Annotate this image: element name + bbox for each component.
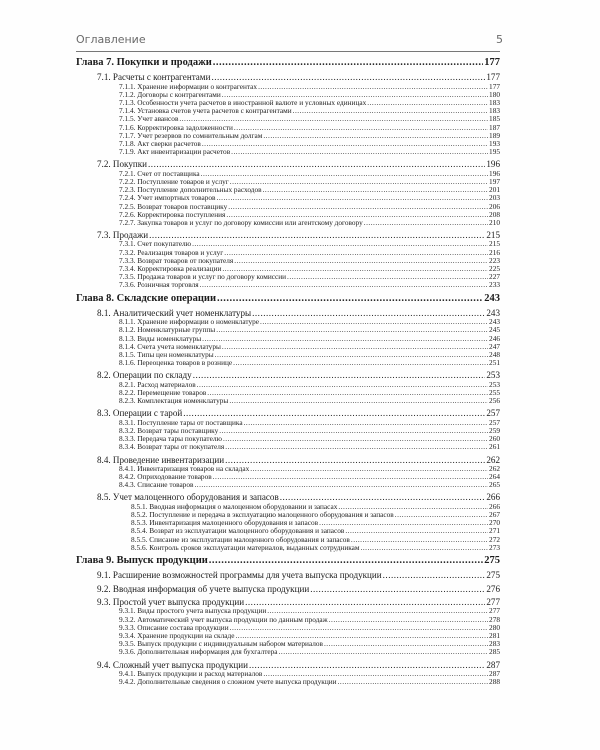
dot-leader [213, 57, 483, 69]
toc-entry-title: 9.3.6. Дополнительная информация для бухгалтера [119, 648, 278, 657]
toc-page-number: 183 [489, 107, 500, 116]
dot-leader [149, 230, 485, 240]
toc-entry-title: 7.2.3. Поступление дополнительных расходов [119, 186, 262, 195]
dot-leader [224, 249, 488, 257]
toc-subsection-entry[interactable] [76, 527, 500, 535]
toc-entry-title: 8.1.2. Номенклатурные группы [119, 326, 216, 335]
dot-leader [252, 308, 485, 318]
toc-entry-title: 8.3.3. Передача тары покупателю [119, 435, 222, 444]
toc-page-number: 227 [489, 273, 500, 282]
toc-page-number: 195 [489, 148, 500, 157]
toc-section-entry[interactable] [76, 72, 500, 82]
toc-entry-title: 7.2.6. Корректировка поступления [119, 210, 226, 219]
toc-page-number: 273 [489, 543, 500, 552]
toc-entry-title: 8.3.2. Возврат тары поставщику [119, 426, 219, 435]
dot-leader [183, 408, 485, 418]
toc-subsection-entry[interactable] [76, 544, 500, 552]
toc-page-number: 266 [489, 502, 500, 511]
toc-subsection-entry[interactable] [76, 343, 500, 351]
toc-entry-title: 7.3.3. Возврат товаров от покупателя [119, 256, 234, 265]
toc-entry-title: 7.3.6. Розничная торговля [119, 281, 199, 290]
toc-page-number: 275 [486, 570, 500, 581]
dot-leader [211, 72, 485, 82]
dot-leader [216, 326, 488, 334]
dot-leader [213, 473, 488, 481]
toc-subsection-entry[interactable] [76, 124, 500, 132]
toc-entry-title: 7.2.4. Учет импортных товаров [119, 194, 216, 203]
toc-entry-title: 8.3.1. Поступление тары от поставщика [119, 418, 243, 427]
toc-page-number: 201 [489, 186, 500, 195]
toc-page-number: 183 [489, 99, 500, 108]
dot-leader [250, 465, 488, 473]
toc-entry-title: 8.3. Операции с тарой [97, 408, 183, 419]
toc-subsection-entry[interactable] [76, 503, 500, 511]
toc-entry-title: 7.2.1. Счет от поставщика [119, 169, 200, 178]
toc-entry-title: 7.3.2. Реализация товаров и услуг [119, 248, 224, 257]
toc-page-number: 177 [484, 57, 500, 68]
toc-entry-title: 7.1.9. Акт инвентаризации расчетов [119, 148, 231, 157]
toc-subsection-entry[interactable] [76, 670, 500, 678]
toc-entry-title: 8.5.4. Возврат из эксплуатации малоценного оборудования и запасов [131, 527, 345, 536]
toc-subsection-entry[interactable] [76, 435, 500, 443]
dot-leader [228, 203, 488, 211]
toc-page-number: 260 [489, 435, 500, 444]
toc-subsection-entry[interactable] [76, 473, 500, 481]
toc-entry-title: 8.1.5. Типы цен номенклатуры [119, 351, 214, 360]
page-number: 5 [496, 33, 503, 46]
running-header-title: Оглавление [76, 33, 146, 46]
toc-page-number: 277 [489, 607, 500, 616]
toc-page-number: 215 [489, 240, 500, 249]
toc-section-entry[interactable] [76, 570, 500, 580]
toc-page-number: 208 [489, 210, 500, 219]
toc-entry-title: 9.3.4. Хранение продукции на складе [119, 632, 235, 640]
toc-entry-title: 9.3.1. Виды простого учета выпуска продукции [119, 607, 267, 616]
toc-section-entry[interactable] [76, 597, 500, 607]
dot-leader [279, 648, 489, 656]
toc-page-number: 196 [486, 159, 500, 170]
toc-entry-title: 8.5.5. Списание из эксплуатации малоценного оборудования и запасов [131, 535, 350, 544]
toc-entry-title: 9.4.1. Выпуск продукции и расход материалов [119, 669, 263, 678]
toc-page-number: 193 [489, 140, 500, 148]
dot-leader [222, 91, 488, 99]
dot-leader [229, 397, 488, 405]
toc-section-entry[interactable] [76, 370, 500, 380]
dot-leader [230, 178, 488, 186]
dot-leader [263, 132, 488, 140]
toc-entry-title: 7.3.1. Счет покупателю [119, 240, 192, 249]
toc-subsection-entry[interactable] [76, 397, 500, 405]
toc-entry-title: 7.3. Продажи [97, 230, 149, 241]
toc-section-entry[interactable] [76, 159, 500, 169]
dot-leader [367, 99, 488, 107]
toc-entry-title: 7.1.5. Учет авансов [119, 115, 179, 124]
toc-subsection-entry[interactable] [76, 624, 500, 632]
toc-page-number: 287 [489, 669, 500, 678]
dot-leader [194, 481, 488, 489]
dot-leader [202, 140, 488, 148]
toc-section-entry[interactable] [76, 408, 500, 418]
dot-leader [310, 584, 485, 594]
dot-leader [338, 503, 488, 511]
toc-page-number: 203 [489, 194, 500, 203]
toc-subsection-entry[interactable] [76, 607, 500, 615]
dot-leader [338, 678, 489, 686]
dot-leader [324, 640, 488, 648]
dot-leader [263, 186, 488, 194]
toc-entry-title: 8.5.1. Вводная информация о малоценном оборудовании и запасах [131, 502, 338, 511]
dot-leader [364, 219, 488, 227]
toc-entry-title: 7.2.7. Закупка товаров и услуг по договору комиссии или агентскому договору [119, 218, 363, 227]
toc-entry-title: 7.1.6. Корректировка задолженности [119, 123, 233, 132]
toc-page-number: 197 [489, 177, 500, 186]
toc-chapter-entry[interactable] [76, 555, 500, 567]
toc-page-number: 287 [486, 659, 500, 670]
dot-leader [249, 660, 485, 670]
toc-page-number: 288 [489, 678, 500, 687]
toc-page-number: 283 [489, 640, 500, 649]
toc-page-number: 272 [489, 535, 500, 544]
toc-entry-title: 8.5.6. Контроль сроков эксплуатации материалов, выданных сотрудникам [131, 543, 360, 552]
dot-leader [201, 170, 488, 178]
dot-leader [217, 194, 489, 202]
toc-entry-title: 8.4.3. Списание товаров [119, 481, 194, 490]
dot-leader [233, 359, 488, 367]
toc-subsection-entry[interactable] [76, 170, 500, 178]
toc-subsection-entry[interactable] [76, 427, 500, 435]
toc-page-number: 243 [486, 307, 500, 318]
dot-leader [267, 607, 488, 615]
toc-subsection-entry[interactable] [76, 91, 500, 99]
toc-subsection-entry[interactable] [76, 99, 500, 107]
dot-leader [351, 536, 488, 544]
toc-subsection-entry[interactable] [76, 115, 500, 123]
dot-leader [207, 389, 488, 397]
dot-leader [223, 435, 488, 443]
toc-subsection-entry[interactable] [76, 273, 500, 281]
dot-leader [215, 351, 488, 359]
dot-leader [293, 107, 488, 115]
toc-page-number: 206 [489, 202, 500, 211]
toc-chapter-entry[interactable] [76, 57, 500, 69]
toc-section-entry[interactable] [76, 230, 500, 240]
toc-subsection-entry[interactable] [76, 616, 500, 624]
toc-page-number: 259 [489, 426, 500, 435]
toc-page-number: 281 [489, 632, 500, 640]
toc-entry-title: 7.3.4. Корректировка реализации [119, 265, 222, 274]
toc-entry-title: 7.2.5. Возврат товаров поставщику [119, 202, 228, 211]
toc-page-number: 257 [486, 408, 500, 419]
toc-subsection-entry[interactable] [76, 186, 500, 194]
dot-leader [202, 335, 488, 343]
toc-entry-title: Глава 8. Складские операции [76, 292, 217, 304]
dot-leader [217, 293, 483, 305]
dot-leader [361, 544, 489, 552]
toc-page-number: 248 [489, 351, 500, 360]
toc-page-number: 223 [489, 256, 500, 265]
dot-leader [193, 370, 486, 380]
toc-entry-title: 7.1. Расчеты с контрагентами [97, 72, 211, 83]
toc-entry-title: 8.1.3. Виды номенклатуры [119, 334, 202, 343]
dot-leader [345, 527, 488, 535]
toc-page-number: 264 [489, 473, 500, 482]
dot-leader [395, 511, 488, 519]
toc-page-number: 246 [489, 334, 500, 343]
dot-leader [230, 624, 488, 632]
toc-subsection-entry[interactable] [76, 194, 500, 202]
toc-subsection-entry[interactable] [76, 318, 500, 326]
toc-subsection-entry[interactable] [76, 326, 500, 334]
dot-leader [287, 273, 488, 281]
toc-entry-title: 8.4.2. Оприходование товаров [119, 473, 212, 482]
toc-entry-title: 8.5.2. Поступление и передача в эксплуатацию малоценного оборудования и запасов [131, 511, 394, 520]
toc-subsection-entry[interactable] [76, 678, 500, 686]
dot-leader [245, 597, 485, 607]
toc-subsection-entry[interactable] [76, 83, 500, 91]
toc-subsection-entry[interactable] [76, 389, 500, 397]
toc-entry-title: 8.4.1. Инвентаризация товаров на складах [119, 464, 250, 473]
dot-leader [192, 240, 488, 248]
toc-entry-title: 9.4. Сложный учет выпуска продукции [97, 659, 248, 670]
toc-entry-title: 8.4. Проведение инвентаризации [97, 454, 225, 465]
toc-page-number: 187 [489, 123, 500, 132]
toc-entry-title: 8.5. Учет малоценного оборудования и запасов [97, 492, 279, 503]
toc-page-number: 253 [489, 380, 500, 389]
toc-page-number: 245 [489, 326, 500, 335]
toc-page-number: 267 [489, 511, 500, 520]
toc-page-number: 255 [489, 388, 500, 397]
toc-subsection-entry[interactable] [76, 281, 500, 289]
dot-leader [234, 124, 488, 132]
dot-leader [383, 570, 486, 580]
dot-leader [222, 343, 488, 351]
toc-entry-title: 7.2. Покупки [97, 159, 148, 170]
toc-subsection-entry[interactable] [76, 359, 500, 367]
dot-leader [200, 281, 488, 289]
toc-page-number: 275 [484, 554, 500, 566]
toc-page-number: 233 [489, 281, 500, 290]
toc-entry-title: 8.2. Операции по складу [97, 370, 192, 381]
toc-entry-title: 8.2.1. Расход материалов [119, 380, 196, 389]
toc-page-number: 215 [486, 230, 500, 241]
toc-subsection-entry[interactable] [76, 219, 500, 227]
toc-page-number: 210 [489, 218, 500, 227]
table-of-contents [76, 57, 500, 686]
dot-leader [258, 83, 488, 91]
toc-subsection-entry[interactable] [76, 265, 500, 273]
toc-page-number: 243 [484, 292, 500, 304]
toc-page-number: 271 [489, 527, 500, 536]
toc-page-number: 265 [489, 481, 500, 490]
toc-entry-title: 9.3. Простой учет выпуска продукции [97, 597, 245, 608]
dot-leader [219, 427, 488, 435]
toc-page-number: 285 [489, 648, 500, 657]
toc-page-number: 243 [489, 318, 500, 327]
toc-page-number: 257 [489, 418, 500, 427]
toc-subsection-entry[interactable] [76, 249, 500, 257]
toc-section-entry[interactable] [76, 584, 500, 594]
dot-leader [225, 455, 485, 465]
dot-leader [280, 492, 486, 502]
dot-leader [260, 318, 488, 326]
toc-page-number: 247 [489, 342, 500, 351]
toc-entry-title: 8.2.3. Комплектация номенклатуры [119, 397, 229, 406]
dot-leader [263, 670, 488, 678]
toc-entry-title: 8.1.6. Переоценка товаров в рознице [119, 359, 233, 368]
dot-leader [244, 419, 488, 427]
toc-entry-title: 7.2.2. Поступление товаров и услуг [119, 177, 229, 186]
toc-entry-title: 9.1. Расширение возможностей программы для учета выпуска продукции [97, 570, 382, 581]
toc-section-entry[interactable] [76, 455, 500, 465]
toc-subsection-entry[interactable] [76, 648, 500, 656]
toc-page-number: 225 [489, 265, 500, 274]
toc-entry-title: Глава 9. Выпуск продукции [76, 554, 208, 566]
toc-entry-title: 7.1.2. Договоры с контрагентами [119, 90, 221, 99]
toc-subsection-entry[interactable] [76, 632, 500, 640]
toc-subsection-entry[interactable] [76, 381, 500, 389]
toc-entry-title: 7.1.4. Установка счетов учета расчетов с контрагентами [119, 107, 292, 116]
dot-leader [222, 265, 488, 273]
toc-entry-title: 7.3.5. Продажа товаров и услуг по договору комиссии [119, 273, 287, 282]
toc-page-number: 280 [489, 623, 500, 632]
toc-page-number: 278 [489, 615, 500, 624]
toc-subsection-entry[interactable] [76, 257, 500, 265]
toc-page-number: 256 [489, 397, 500, 406]
dot-leader [231, 148, 488, 156]
toc-page-number: 253 [486, 370, 500, 381]
toc-entry-title: 7.1.7. Учет резервов по сомнительным долгам [119, 131, 263, 140]
toc-subsection-entry[interactable] [76, 465, 500, 473]
toc-subsection-entry[interactable] [76, 132, 500, 140]
toc-entry-title: 8.2.2. Перемещение товаров [119, 388, 207, 397]
toc-section-entry[interactable] [76, 492, 500, 502]
toc-entry-title: 8.3.4. Возврат тары от покупателя [119, 443, 225, 452]
dot-leader [234, 257, 488, 265]
dot-leader [226, 211, 488, 219]
toc-entry-title: 8.1.4. Счета учета номенклатуры [119, 342, 221, 351]
toc-entry-title: 9.3.2. Автоматический учет выпуска продукции по данным продаж [119, 615, 328, 624]
toc-subsection-entry[interactable] [76, 178, 500, 186]
toc-page-number: 185 [489, 115, 500, 124]
dot-leader [197, 381, 488, 389]
dot-leader [235, 632, 488, 640]
toc-entry-title: 9.2. Вводная информация об учете выпуска продукции [97, 583, 310, 594]
toc-entry-title: 9.3.5. Выпуск продукции с индивидуальным набором материалов [119, 640, 323, 649]
toc-page-number: 262 [489, 464, 500, 473]
toc-page-number: 216 [489, 248, 500, 257]
toc-page-number: 189 [489, 131, 500, 140]
toc-page-number: 262 [486, 454, 500, 465]
toc-subsection-entry[interactable] [76, 148, 500, 156]
toc-page-number: 177 [489, 82, 500, 91]
toc-page-number: 261 [489, 443, 500, 452]
toc-section-entry[interactable] [76, 308, 500, 318]
toc-page-number: 266 [486, 492, 500, 503]
toc-subsection-entry[interactable] [76, 419, 500, 427]
toc-page-number: 177 [486, 72, 500, 83]
toc-chapter-entry[interactable] [76, 293, 500, 305]
toc-subsection-entry[interactable] [76, 240, 500, 248]
toc-section-entry[interactable] [76, 660, 500, 670]
toc-subsection-entry[interactable] [76, 140, 500, 148]
toc-entry-title: 8.5.3. Инвентаризация малоценного оборудования и запасов [131, 519, 319, 528]
toc-page-number: 180 [489, 90, 500, 99]
toc-entry-title: 7.1.3. Особенности учета расчетов в иностранной валюте и условных единицах [119, 99, 367, 108]
toc-page-number: 277 [486, 597, 500, 608]
toc-subsection-entry[interactable] [76, 519, 500, 527]
toc-page-number: 276 [486, 583, 500, 594]
dot-leader [209, 555, 483, 567]
toc-subsection-entry[interactable] [76, 351, 500, 359]
toc-entry-title: Глава 7. Покупки и продажи [76, 57, 212, 68]
toc-subsection-entry[interactable] [76, 335, 500, 343]
toc-entry-title: 9.3.3. Описание состава продукции [119, 623, 229, 632]
toc-page-number: 270 [489, 519, 500, 528]
toc-subsection-entry[interactable] [76, 203, 500, 211]
dot-leader [179, 115, 488, 123]
toc-entry-title: 7.1.8. Акт сверки расчетов [119, 140, 201, 148]
toc-subsection-entry[interactable] [76, 640, 500, 648]
toc-entry-title: 9.4.2. Дополнительные сведения о сложном учете выпуска продукции [119, 678, 337, 687]
dot-leader [329, 616, 488, 624]
toc-subsection-entry[interactable] [76, 211, 500, 219]
toc-entry-title: 7.1.1. Хранение информации о контрагентах [119, 82, 258, 91]
toc-entry-title: 8.1. Аналитический учет номенклатуры [97, 307, 252, 318]
dot-leader [319, 519, 488, 527]
toc-subsection-entry[interactable] [76, 107, 500, 115]
toc-page-number: 251 [489, 359, 500, 368]
dot-leader [225, 443, 488, 451]
header-divider [76, 51, 500, 52]
toc-subsection-entry[interactable] [76, 481, 500, 489]
toc-subsection-entry[interactable] [76, 536, 500, 544]
toc-subsection-entry[interactable] [76, 511, 500, 519]
toc-page-number: 196 [489, 169, 500, 178]
toc-entry-title: 8.1.1. Хранение информации о номенклатуре [119, 318, 259, 327]
dot-leader [148, 159, 485, 169]
toc-subsection-entry[interactable] [76, 443, 500, 451]
